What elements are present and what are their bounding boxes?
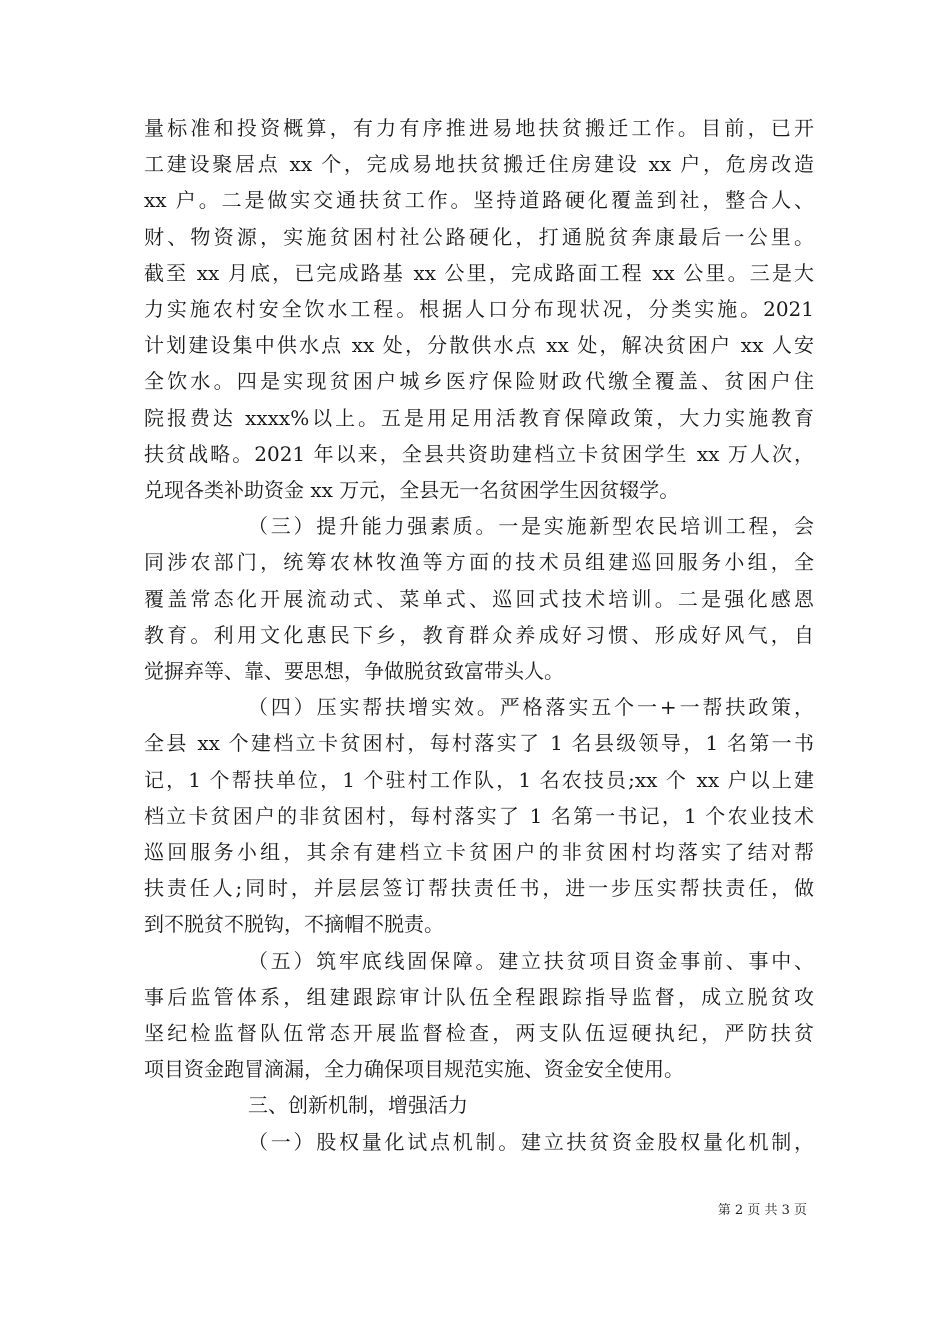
paragraph-line: xx 户。二是做实交通扶贫工作。坚持道路硬化覆盖到社，整合人、 bbox=[144, 188, 814, 212]
paragraph-heading-line: （四）压实帮扶增实效。严格落实五个一+一帮扶政策， bbox=[248, 695, 814, 719]
paragraph-line: 记，1 个帮扶单位，1 个驻村工作队，1 名农技员;xx 个 xx 户以上建 bbox=[144, 768, 814, 792]
paragraph-line: 同涉农部门，统筹农林牧渔等方面的技术员组建巡回服务小组，全 bbox=[144, 550, 814, 574]
paragraph-line: 覆盖常态化开展流动式、菜单式、巡回式技术培训。二是强化感恩 bbox=[144, 587, 814, 611]
page-number: 第 2 页 共 3 页 bbox=[717, 1203, 807, 1218]
paragraph-line: 量标准和投资概算，有力有序推进易地扶贫搬迁工作。目前，已开 bbox=[144, 116, 814, 140]
paragraph-line: 全饮水。四是实现贫困户城乡医疗保险财政代缴全覆盖、贫困户住 bbox=[144, 369, 814, 393]
paragraph-line: 兑现各类补助资金 xx 万元，全县无一名贫困学生因贫辍学。 bbox=[144, 478, 680, 502]
paragraph-line: 财、物资源，实施贫困村社公路硬化，打通脱贫奔康最后一公里。 bbox=[144, 225, 814, 249]
paragraph-line: 教育。利用文化惠民下乡，教育群众养成好习惯、形成好风气，自 bbox=[144, 623, 814, 647]
paragraph-heading-line: （三）提升能力强素质。一是实施新型农民培训工程，会 bbox=[248, 514, 814, 538]
paragraph-line: 院报费达 xxxx%以上。五是用足用活教育保障政策，大力实施教育 bbox=[144, 406, 814, 430]
paragraph-line: 到不脱贫不脱钩，不摘帽不脱责。 bbox=[144, 912, 444, 936]
paragraph-line: 觉摒弃等、靠、要思想，争做脱贫致富带头人。 bbox=[144, 659, 564, 683]
paragraph-line: 全县 xx 个建档立卡贫困村，每村落实了 1 名县级领导，1 名第一书 bbox=[144, 731, 814, 755]
paragraph-line: 工建设聚居点 xx 个，完成易地扶贫搬迁住房建设 xx 户，危房改造 bbox=[144, 152, 814, 176]
paragraph-line: 事后监管体系，组建跟踪审计队伍全程跟踪指导监督，成立脱贫攻 bbox=[144, 985, 814, 1009]
section-heading: 三、创新机制，增强活力 bbox=[248, 1093, 468, 1117]
paragraph-line: 扶责任人;同时，并层层签订帮扶责任书，进一步压实帮扶责任，做 bbox=[144, 876, 814, 900]
paragraph-line: 计划建设集中供水点 xx 处，分散供水点 xx 处，解决贫困户 xx 人安 bbox=[144, 333, 814, 357]
paragraph-line: 力实施农村安全饮水工程。根据人口分布现状况，分类实施。2021 bbox=[144, 297, 814, 321]
paragraph-line: 截至 xx 月底，已完成路基 xx 公里，完成路面工程 xx 公里。三是大 bbox=[144, 261, 814, 285]
paragraph-heading-line: （五）筑牢底线固保障。建立扶贫项目资金事前、事中、 bbox=[248, 949, 814, 973]
paragraph-line: 项目资金跑冒滴漏，全力确保项目规范实施、资金安全使用。 bbox=[144, 1057, 684, 1081]
paragraph-line: 坚纪检监督队伍常态开展监督检查，两支队伍逗硬执纪，严防扶贫 bbox=[144, 1021, 814, 1045]
paragraph-line: 档立卡贫困户的非贫困村，每村落实了 1 名第一书记，1 个农业技术 bbox=[144, 804, 814, 828]
paragraph-line: 扶贫战略。2021 年以来，全县共资助建档立卡贫困学生 xx 万人次， bbox=[144, 442, 814, 466]
paragraph-heading-line: （一）股权量化试点机制。建立扶贫资金股权量化机制， bbox=[248, 1130, 814, 1154]
paragraph-line: 巡回服务小组，其余有建档立卡贫困户的非贫困村均落实了结对帮 bbox=[144, 840, 814, 864]
